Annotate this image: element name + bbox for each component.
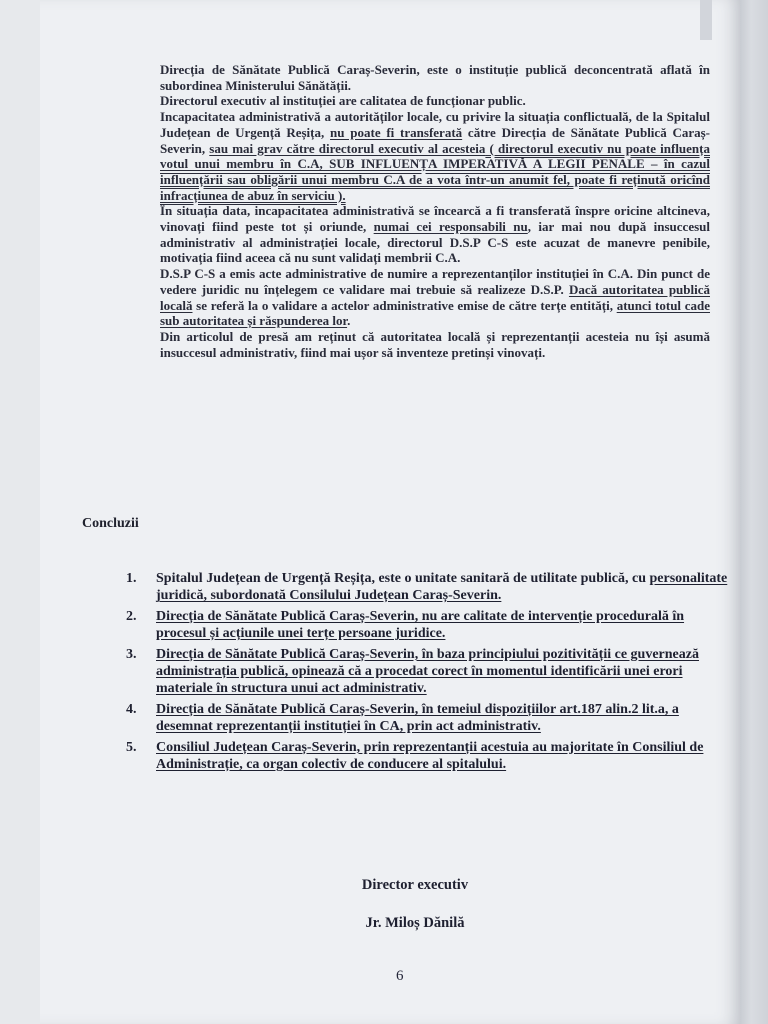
conclusion-number: 4. bbox=[126, 701, 137, 717]
paragraph-3-underlined-e: ( directorul executiv nu poate influența votul unui membru în C.A, SUB INFLUENȚA IMPERATIVĂ A LEGII PENALE – în cazul influențării sau obligării unui membru C.A de a vota într-un anumit fel, poate fi reținută oricînd infracțiunea de abuz în serviciu ). bbox=[160, 140, 710, 203]
paragraph-3-underlined-d: sau mai grav către directorul executiv al acesteia bbox=[209, 140, 486, 156]
conclusion-item-1 bbox=[126, 570, 736, 605]
conclusion-item-4 bbox=[126, 701, 736, 736]
conclusion-text-underlined: Direcția de Sănătate Publică Caraș-Severin, nu are calitate de intervenție procedurală în procesul și acțiunile unei terțe persoane juridice. bbox=[156, 608, 685, 642]
conclusion-item-3 bbox=[126, 646, 736, 698]
page-number: 6 bbox=[396, 968, 404, 984]
conclusion-text-underlined: Consiliul Județean Caraș-Severin, prin reprezentanții acestuia au majoritate în Consiliul de Administrație, ca organ colectiv de conducere al spitalului. bbox=[156, 739, 704, 773]
conclusion-text-underlined: Direcția de Sănătate Publică Caraș-Severin, în temeiul dispozițiilor art.187 alin.2 lit.a, a desemnat reprezentanții instituției în CA, prin act administrativ. bbox=[156, 701, 679, 735]
conclusion-number: 1. bbox=[126, 571, 137, 586]
paragraph-5-text-a: D.S.P C-S a emis acte administrative de numire a reprezentanților instituției în C.A. Din punct de vedere juridic nu înțelegem ce validare mai trebuie să realizeze D.S.P. bbox=[160, 266, 710, 297]
paragraph-3 bbox=[160, 109, 710, 203]
paragraph-2-text: Directorul executiv al instituției are calitatea de funcționar public. bbox=[160, 93, 526, 109]
signature-block bbox=[330, 866, 500, 942]
conclusion-item-2 bbox=[126, 608, 736, 643]
paragraph-4-underlined-b: numai cei responsabili nu bbox=[373, 219, 528, 235]
signature-name: Jr. Miloș Dănilă bbox=[365, 915, 465, 931]
conclusion-number: 5. bbox=[126, 739, 137, 755]
paragraph-4 bbox=[160, 203, 710, 266]
paragraph-6-text: Din articolul de presă am reținut că autoritatea locală și reprezentanții acesteia nu își asumă insuccesul administrativ, fiind mai ușor să inventeze pretinși vinovați. bbox=[160, 328, 710, 360]
conclusion-text-underlined: personalitate juridică, subordonată Consilului Județean Caraș-Severin. bbox=[156, 571, 728, 604]
conclusion-item-5 bbox=[126, 739, 736, 774]
page-corner-shadow bbox=[700, 0, 712, 40]
paragraph-5 bbox=[160, 266, 710, 329]
paragraph-6 bbox=[160, 329, 710, 360]
paragraph-4-text-a: În situația data, incapacitatea administrativă se încearcă a fi transferată înspre oricine altcineva, vinovați fiind peste tot și oriunde, bbox=[160, 203, 710, 235]
conclusion-text: Spitalul Județean de Urgență Reșița, este o unitate sanitară de utilitate publică, cu bbox=[156, 571, 650, 586]
next-page-edge bbox=[740, 0, 768, 1024]
conclusions-heading: Concluzii bbox=[82, 516, 139, 531]
conclusions-list bbox=[126, 570, 736, 776]
conclusion-number: 3. bbox=[126, 646, 137, 662]
body-text bbox=[160, 62, 710, 360]
conclusion-text-underlined: Direcția de Sănătate Publică Caraș-Severin, în baza principiului pozitivității ce guvernează administrația publică, opinează că a procedat corect în momentul identificării unei erori materiale în structura unui act administrativ. bbox=[156, 646, 699, 697]
paragraph-4-text-c: , iar mai nou după insuccesul administrativ al administrației locale, directorul D.S.P C-S este acuzat de manevre penibile, motivația fiind aceea că nu sunt validați membrii C.A. bbox=[160, 219, 710, 266]
paragraph-3-text-a: Incapacitatea administrativă a autorităților locale, cu privire la situația conflictuală, de la Spitalul Județean de Urgență Reșița, bbox=[160, 109, 710, 140]
paragraph-5-underlined-b: Dacă autoritatea publică locală bbox=[160, 281, 710, 313]
paragraph-1-text: Direcția de Sănătate Publică Caraș-Severin, este o instituție publică deconcentrată aflată în subordinea Ministerului Sănătății. bbox=[160, 62, 710, 93]
paragraph-1 bbox=[160, 62, 710, 93]
signature-role: Director executiv bbox=[361, 877, 469, 893]
paragraph-3-text-c: către Direcția de Sănătate Publică Caraș-Severin, bbox=[160, 124, 710, 156]
conclusion-number: 2. bbox=[126, 608, 137, 624]
paragraph-3-underlined-b: nu poate fi transferată bbox=[330, 124, 463, 140]
paragraph-5-underlined-d: atunci totul cade sub autoritatea și răspunderea lor bbox=[160, 297, 710, 329]
paragraph-2 bbox=[160, 93, 710, 109]
paragraph-5-text-e: . bbox=[347, 313, 351, 329]
paragraph-5-text-c: se referă la o validare a actelor administrative emise de către terțe entități, bbox=[192, 297, 617, 313]
